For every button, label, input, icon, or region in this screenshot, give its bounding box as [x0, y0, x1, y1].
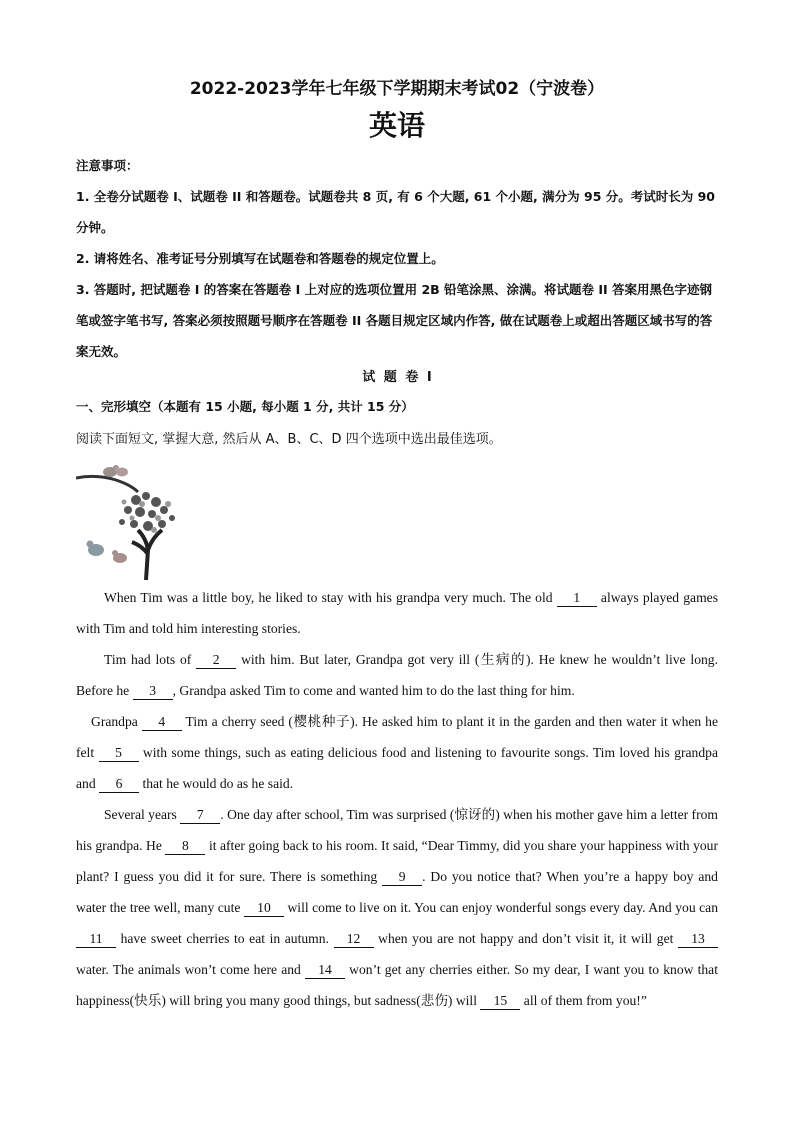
blank-10: 10	[244, 900, 284, 917]
note-item-1: 1. 全卷分试题卷 I、试题卷 II 和答题卷。试题卷共 8 页, 有 6 个大题, 61 个小题, 满分为 95 分。考试时长为 90 分钟。	[76, 189, 716, 235]
note-item-2: 2. 请将姓名、准考证号分别填写在试题卷和答题卷的规定位置上。	[76, 251, 444, 266]
passage-text: always played games with Tim and told him interesting stories.	[76, 590, 718, 636]
passage-paragraph-2	[76, 644, 718, 706]
blank-2: 2	[196, 652, 236, 669]
notes-heading: 注意事项：	[76, 158, 139, 173]
passage-text: , Grandpa asked Tim to come and wanted him to do the last thing for him.	[172, 683, 575, 698]
section-title: 试 题 卷 I	[362, 370, 432, 385]
passage-text: with some things, such as eating delicious food and listening to favourite songs. Tim loved his grandpa and	[76, 745, 718, 791]
passage-text: When Tim was a little boy, he liked to stay with his grandpa very much. The old	[104, 590, 553, 605]
passage-paragraph-1	[76, 582, 718, 644]
passage-text: Tim a cherry seed (樱桃种子). He asked him to plant it in the garden and then water it when he felt	[76, 714, 718, 760]
blank-1: 1	[557, 590, 597, 607]
passage-text: . One day after school, Tim was surprised (惊讶的) when his mother gave him a letter from his grandpa. He	[76, 807, 718, 853]
blank-11: 11	[76, 931, 116, 948]
passage-text: . Do you notice that? When you’re a happy boy and water the tree well, many cute	[76, 869, 718, 915]
blank-15: 15	[480, 993, 520, 1010]
passage-text: water. The animals won’t come here and	[76, 962, 301, 977]
passage-text: all of them from you!”	[523, 993, 647, 1008]
cloze-passage	[76, 582, 718, 1016]
part-instruction: 阅读下面短文, 掌握大意, 然后从 A、B、C、D 四个选项中选出最佳选项。	[76, 432, 502, 447]
passage-text: when you are not happy and don’t visit it, it will get	[378, 931, 674, 946]
blank-14: 14	[305, 962, 345, 979]
blank-5: 5	[99, 745, 139, 762]
blank-4: 4	[142, 714, 182, 731]
passage-text: it after going back to his room. It said, “Dear Timmy, did you share your happiness with your plant? I guess you did it for sure. There is something	[76, 838, 719, 884]
tree-with-birds-illustration	[76, 458, 186, 580]
blank-7: 7	[180, 807, 220, 824]
blank-8: 8	[165, 838, 205, 855]
blank-3: 3	[133, 683, 173, 700]
passage-paragraph-3	[76, 706, 718, 799]
blank-6: 6	[99, 776, 139, 793]
blank-12: 12	[334, 931, 374, 948]
note-item-3: 3. 答题时, 把试题卷 I 的答案在答题卷 I 上对应的选项位置用 2B 铅笔涂黑、涂满。将试题卷 II 答案用黑色字迹钢笔或签字笔书写, 答案必须按照题号顺序在答题卷 II 各题目规定区域内作答, 做在试题卷上或超出答题区域书写的答案无效。	[76, 282, 713, 359]
part-title: 一、完形填空（本题有 15 小题, 每小题 1 分, 共计 15 分）	[76, 399, 414, 414]
passage-text: with him. But later, Grandpa got very ill (生病的). He knew he wouldn’t live long. Before he	[76, 652, 718, 698]
exam-title: 2022-2023学年七年级下学期期末考试02（宁波卷）	[189, 79, 605, 99]
passage-text: that he would do as he said.	[142, 776, 294, 791]
subject-title: 英语	[368, 109, 425, 142]
passage-text: Tim had lots of	[104, 652, 192, 667]
passage-text: Several years	[104, 807, 177, 822]
passage-text: have sweet cherries to eat in autumn.	[120, 931, 329, 946]
blank-9: 9	[382, 869, 422, 886]
passage-paragraph-4	[76, 799, 718, 1016]
blank-13: 13	[678, 931, 718, 948]
passage-text: won’t get any cherries either. So my dear, I want you to know that happiness(快乐) will bring you many good things, but sadness(悲伤) will	[76, 962, 718, 1008]
passage-text: Grandpa	[91, 714, 138, 729]
exam-notes	[76, 150, 718, 367]
passage-text: will come to live on it. You can enjoy wonderful songs every day. And you can	[287, 900, 719, 915]
